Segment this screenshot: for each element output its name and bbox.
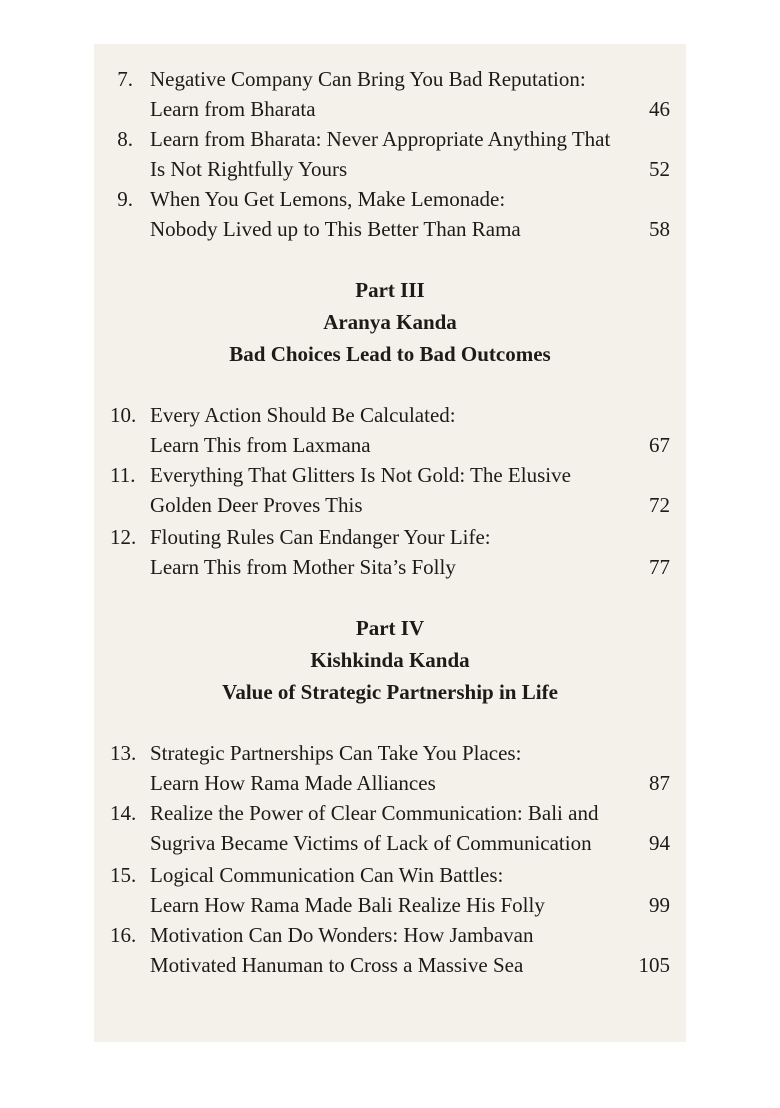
entry-page-number: 99 (649, 893, 670, 917)
entry-title-line2: Motivated Hanuman to Cross a Massive Sea (150, 953, 524, 977)
entry-page-number: 105 (638, 953, 670, 977)
entry-number: 13. (110, 741, 137, 765)
part-heading (94, 274, 686, 370)
entry-title-line1: Strategic Partnerships Can Take You Places: (150, 741, 522, 765)
part-label: Part III (355, 278, 425, 302)
entry-title-line2: Learn How Rama Made Bali Realize His Folly (150, 893, 545, 917)
entry-title-line2: Is Not Rightfully Yours (150, 157, 348, 181)
part-theme: Bad Choices Lead to Bad Outcomes (229, 342, 551, 366)
entry-page-number: 46 (649, 97, 670, 121)
entry-number: 8. (117, 127, 133, 151)
toc-entry (110, 64, 670, 124)
toc-entry (110, 400, 670, 460)
toc-entry (110, 184, 670, 244)
part-name: Aranya Kanda (323, 310, 457, 334)
entry-title-line2: Learn This from Laxmana (150, 433, 371, 457)
toc-entry (110, 522, 670, 582)
toc-entry (110, 738, 670, 798)
entry-number: 12. (110, 525, 137, 549)
entry-number: 10. (110, 403, 137, 427)
entry-number: 14. (110, 801, 137, 825)
entry-page-number: 87 (649, 771, 670, 795)
part-heading (94, 612, 686, 708)
entry-page-number: 77 (649, 555, 670, 579)
book-page (94, 44, 686, 1042)
entry-title-line1: Realize the Power of Clear Communication: Bali and (150, 801, 599, 825)
entry-page-number: 72 (649, 493, 670, 517)
entry-title-line1: When You Get Lemons, Make Lemonade: (150, 187, 506, 211)
entry-number: 16. (110, 923, 137, 947)
entry-page-number: 52 (649, 157, 670, 181)
entry-title-line2: Sugriva Became Victims of Lack of Communication (150, 831, 592, 855)
entry-page-number: 67 (649, 433, 670, 457)
entry-number: 7. (117, 67, 133, 91)
entry-title-line1: Flouting Rules Can Endanger Your Life: (150, 525, 491, 549)
entry-title-line2: Learn This from Mother Sita’s Folly (150, 555, 456, 579)
toc-entry (110, 920, 670, 980)
part-theme: Value of Strategic Partnership in Life (222, 680, 558, 704)
entry-title-line1: Motivation Can Do Wonders: How Jambavan (150, 923, 534, 947)
entry-page-number: 94 (649, 831, 670, 855)
toc-entry (110, 124, 670, 184)
entry-number: 15. (110, 863, 137, 887)
toc-entry (110, 460, 670, 520)
part-label: Part IV (355, 616, 425, 640)
entry-number: 11. (110, 463, 136, 487)
entry-title-line1: Every Action Should Be Calculated: (150, 403, 456, 427)
entry-title-line2: Learn from Bharata (150, 97, 316, 121)
toc-entry (110, 860, 670, 920)
entry-title-line1: Negative Company Can Bring You Bad Reputation: (150, 67, 586, 91)
entry-title-line1: Learn from Bharata: Never Appropriate Anything That (150, 127, 611, 151)
entry-title-line1: Everything That Glitters Is Not Gold: The Elusive (150, 463, 571, 487)
entry-title-line2: Golden Deer Proves This (150, 493, 363, 517)
entry-title-line1: Logical Communication Can Win Battles: (150, 863, 504, 887)
entry-page-number: 58 (649, 217, 670, 241)
entry-title-line2: Learn How Rama Made Alliances (150, 771, 436, 795)
entry-title-line2: Nobody Lived up to This Better Than Rama (150, 217, 521, 241)
entry-number: 9. (117, 187, 133, 211)
toc-entry (110, 798, 670, 858)
part-name: Kishkinda Kanda (310, 648, 470, 672)
